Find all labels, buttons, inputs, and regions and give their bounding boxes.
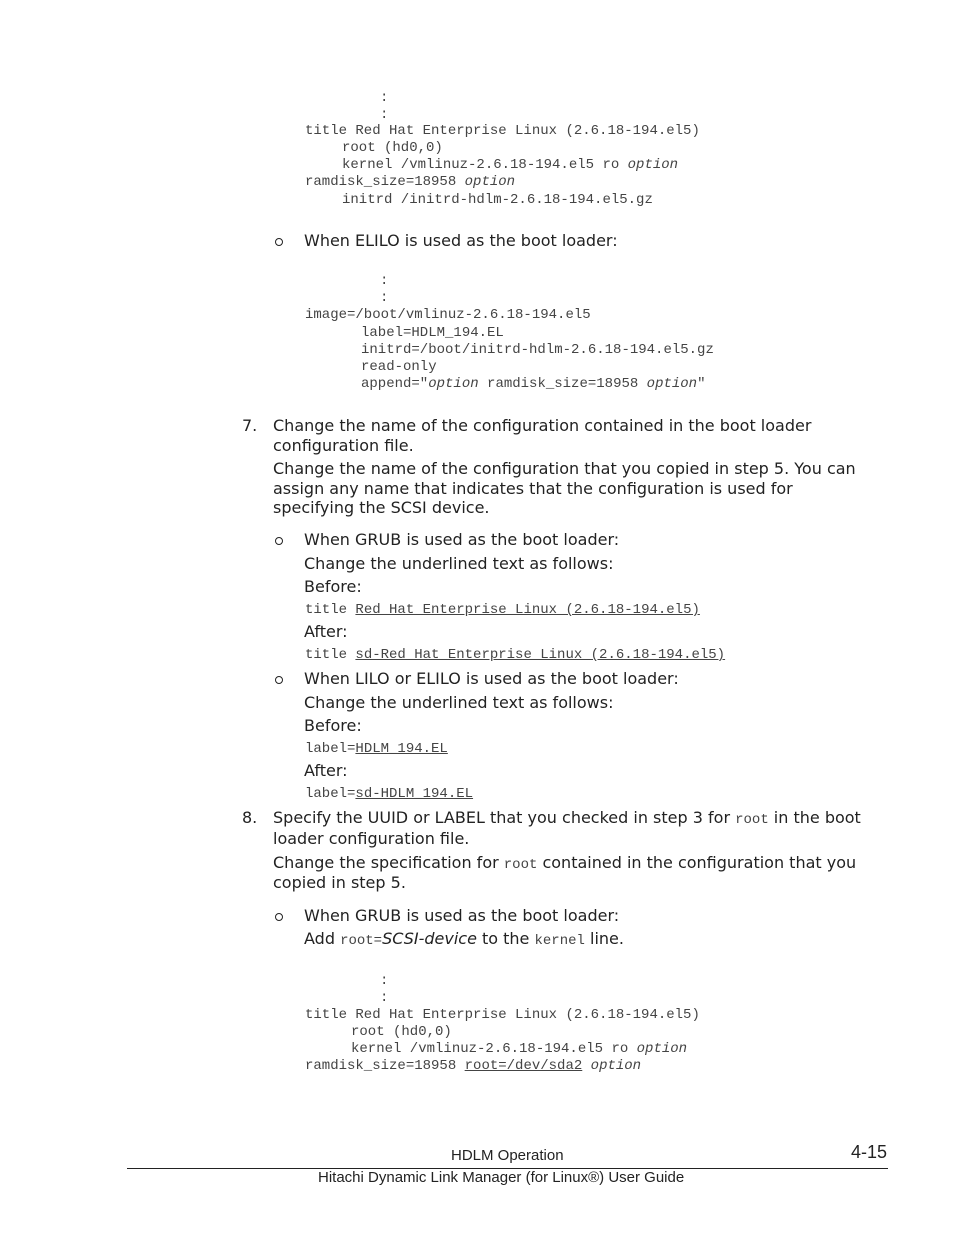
step-number: 7. — [242, 416, 258, 435]
grub-instruction: Change the underlined text as follows: — [304, 554, 614, 573]
bullet-icon — [275, 676, 283, 684]
ellipsis-colon: : — [380, 973, 389, 989]
step7-paragraph-line2: assign any name that indicates that the configuration is used for — [273, 479, 793, 498]
footer-guide-title: Hitachi Dynamic Link Manager (for Linux®) User Guide — [318, 1169, 685, 1186]
step8-heading-line2: loader configuration file. — [273, 829, 470, 848]
lilo-after-label: After: — [304, 761, 348, 780]
step7-heading-line1: Change the name of the configuration contained in the boot loader — [273, 416, 812, 435]
step-number: 8. — [242, 808, 258, 827]
code-root-line: root (hd0,0) — [351, 1024, 452, 1040]
ellipsis-colon: : — [380, 990, 389, 1006]
step8-grub-heading: When GRUB is used as the boot loader: — [304, 906, 620, 925]
ellipsis-colon: : — [380, 90, 389, 106]
code-append-line: append="option ramdisk_size=18958 option" — [361, 376, 706, 392]
bullet-icon — [275, 913, 283, 921]
code-initrd-line: initrd /initrd-hdlm-2.6.18-194.el5.gz — [342, 192, 653, 208]
step8-grub-instruction: Add root=SCSI-device to the kernel line. — [304, 929, 624, 949]
bullet-elilo-heading: When ELILO is used as the boot loader: — [304, 231, 618, 250]
grub-after-code: title sd-Red Hat Enterprise Linux (2.6.18-194.el5) — [305, 647, 726, 663]
step7-paragraph-line3: specifying the SCSI device. — [273, 498, 490, 517]
ellipsis-colon: : — [380, 290, 389, 306]
step8-paragraph-line1: Change the specification for root contained in the configuration that you — [273, 853, 857, 873]
code-title-line: title Red Hat Enterprise Linux (2.6.18-194.el5) — [305, 1007, 700, 1023]
code-kernel-line: kernel /vmlinuz-2.6.18-194.el5 ro option — [342, 157, 679, 173]
step8-heading-line1: Specify the UUID or LABEL that you checked in step 3 for root in the boot — [273, 808, 861, 828]
bullet-icon — [275, 537, 283, 545]
lilo-before-label: Before: — [304, 716, 362, 735]
page-number: 4-15 — [851, 1142, 888, 1162]
step7-paragraph-line1: Change the name of the configuration that you copied in step 5. You can — [273, 459, 856, 478]
grub-after-label: After: — [304, 622, 348, 641]
lilo-instruction: Change the underlined text as follows: — [304, 693, 614, 712]
ellipsis-colon: : — [380, 273, 389, 289]
code-title-line: title Red Hat Enterprise Linux (2.6.18-194.el5) — [305, 123, 700, 139]
footer-section-title: HDLM Operation — [451, 1147, 564, 1164]
step8-paragraph-line2: copied in step 5. — [273, 873, 406, 892]
code-label-line: label=HDLM_194.EL — [361, 325, 504, 341]
code-initrd-line: initrd=/boot/initrd-hdlm-2.6.18-194.el5.gz — [361, 342, 714, 358]
lilo-after-code: label=sd-HDLM_194.EL — [305, 786, 474, 802]
bullet-icon — [275, 238, 283, 246]
grub-heading: When GRUB is used as the boot loader: — [304, 530, 620, 549]
grub-before-label: Before: — [304, 577, 362, 596]
lilo-heading: When LILO or ELILO is used as the boot loader: — [304, 669, 679, 688]
code-ramdisk-line: ramdisk_size=18958 option — [305, 174, 516, 190]
code-ramdisk-line: ramdisk_size=18958 root=/dev/sda2 option — [305, 1058, 642, 1074]
code-root-line: root (hd0,0) — [342, 140, 443, 156]
step7-heading-line2: configuration file. — [273, 436, 414, 455]
code-readonly-line: read-only — [361, 359, 437, 375]
code-kernel-line: kernel /vmlinuz-2.6.18-194.el5 ro option — [351, 1041, 688, 1057]
code-image-line: image=/boot/vmlinuz-2.6.18-194.el5 — [305, 307, 591, 323]
ellipsis-colon: : — [380, 107, 389, 123]
lilo-before-code: label=HDLM_194.EL — [305, 741, 448, 757]
grub-before-code: title Red Hat Enterprise Linux (2.6.18-194.el5) — [305, 602, 700, 618]
